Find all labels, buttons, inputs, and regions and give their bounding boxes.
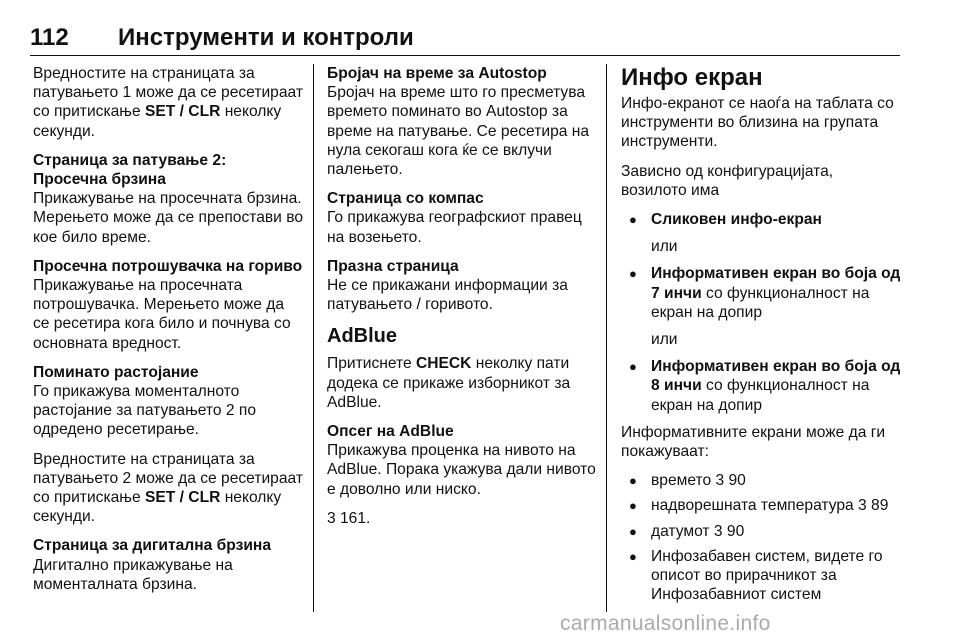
info-display-shows: Информативните екрани може да ги покажуваат: [621, 423, 886, 461]
column-2 [327, 64, 599, 538]
info-display-config: Зависно од конфигурацијата, возилото има [621, 162, 834, 199]
display-types-list [621, 210, 901, 229]
column-1 [33, 64, 303, 604]
autostop-timer-text: Бројач на време што го пресметува времето поминато во Autostop за време на патување. Се ресетира на нула секогаш кога ќе се вклучи палењето. [327, 84, 590, 179]
page-number: 112 [30, 24, 69, 51]
info-display-intro: Инфо-екранот се наоѓа на таблата со инструменти во близина на групата инструменти. [621, 95, 894, 151]
blank-page-heading: Празна страница [327, 257, 459, 275]
chapter-title: Инструменти и контроли [118, 24, 414, 51]
avg-speed-heading: Просечна брзина [33, 171, 166, 189]
autostop-timer-heading: Бројач на време за Autostop [327, 65, 547, 82]
distance-text: Го прикажува моменталното растојание за патувањето 2 по одредено ресетирање. [33, 383, 256, 439]
adblue-text: Притиснете CHECK неколку пати додека се прикаже изборникот за AdBlue. [327, 355, 571, 411]
or-text: или [651, 331, 678, 349]
display-types-list [621, 357, 901, 415]
column-divider-1 [313, 64, 314, 612]
watermark: carmanualsonline.info [560, 612, 771, 635]
display-types-list [621, 264, 901, 322]
or-text: или [651, 238, 678, 256]
column-3 [621, 64, 901, 612]
trip2-reset-text: Вредностите на страницата за патувањето 2 може да се ресетираат со притискање SET / CLR неколку секунди. [33, 450, 303, 526]
set-clr-key: SET / CLR [144, 103, 221, 121]
header-rule [30, 55, 900, 56]
list-item: ● Информативен екран во боја од 7 инчи со функционалност на екран на допир [621, 264, 901, 322]
adblue-heading: AdBlue [327, 325, 397, 348]
digital-speed-heading: Страница за дигитална брзина [33, 537, 272, 555]
list-item: ● Инфозабавен систем, видете го описот во прирачникот за Инфозабавниот систем [621, 547, 901, 605]
list-item: ● Сликовен инфо-екран [621, 210, 901, 229]
check-key: CHECK [415, 355, 472, 373]
list-item: ● надворешната температура 3 89 [621, 496, 901, 515]
page-header [30, 24, 900, 54]
blank-page-text: Не се прикажани информации за патувањето / горивото. [327, 277, 568, 314]
column-divider-2 [606, 64, 607, 612]
list-item: ● Информативен екран во боја од 8 инчи со функционалност на екран на допир [621, 357, 901, 415]
trip1-reset-text: Вредностите на страницата за патувањето 1 може да се ресетираат со притискање SET / CLR неколку секунди. [33, 65, 303, 140]
set-clr-key: SET / CLR [144, 489, 221, 507]
distance-heading: Поминато растојание [33, 363, 199, 381]
page-reference-link[interactable]: 3 161. [327, 509, 371, 527]
compass-heading: Страница со компас [327, 190, 484, 208]
info-display-title: Инфо екран [621, 64, 763, 91]
avg-speed-text: Прикажување на просечната брзина. Мерењето може да се препостави во кое било време. [33, 190, 303, 246]
list-item: ● датумот 3 90 [621, 522, 901, 541]
trip-page2-heading: Страница за патување 2: [33, 151, 227, 169]
adblue-range-heading: Опсег на AdBlue [327, 423, 454, 441]
display-content-list [621, 471, 901, 604]
adblue-range-text: Прикажува проценка на нивото на AdBlue. Порака укажува дали нивото е доволно или ниско. [327, 442, 596, 498]
avg-consumption-text: Прикажување на просечната потрошувачка. Мерењето може да се ресетира кога било и почнува со основната вредност. [33, 277, 291, 352]
avg-consumption-heading: Просечна потрошувачка на гориво [33, 257, 303, 275]
digital-speed-text: Дигитално прикажување на моменталната брзина. [33, 556, 233, 593]
list-item: ● времето 3 90 [621, 471, 901, 490]
compass-text: Го прикажува географскиот правец на возењето. [327, 209, 582, 246]
